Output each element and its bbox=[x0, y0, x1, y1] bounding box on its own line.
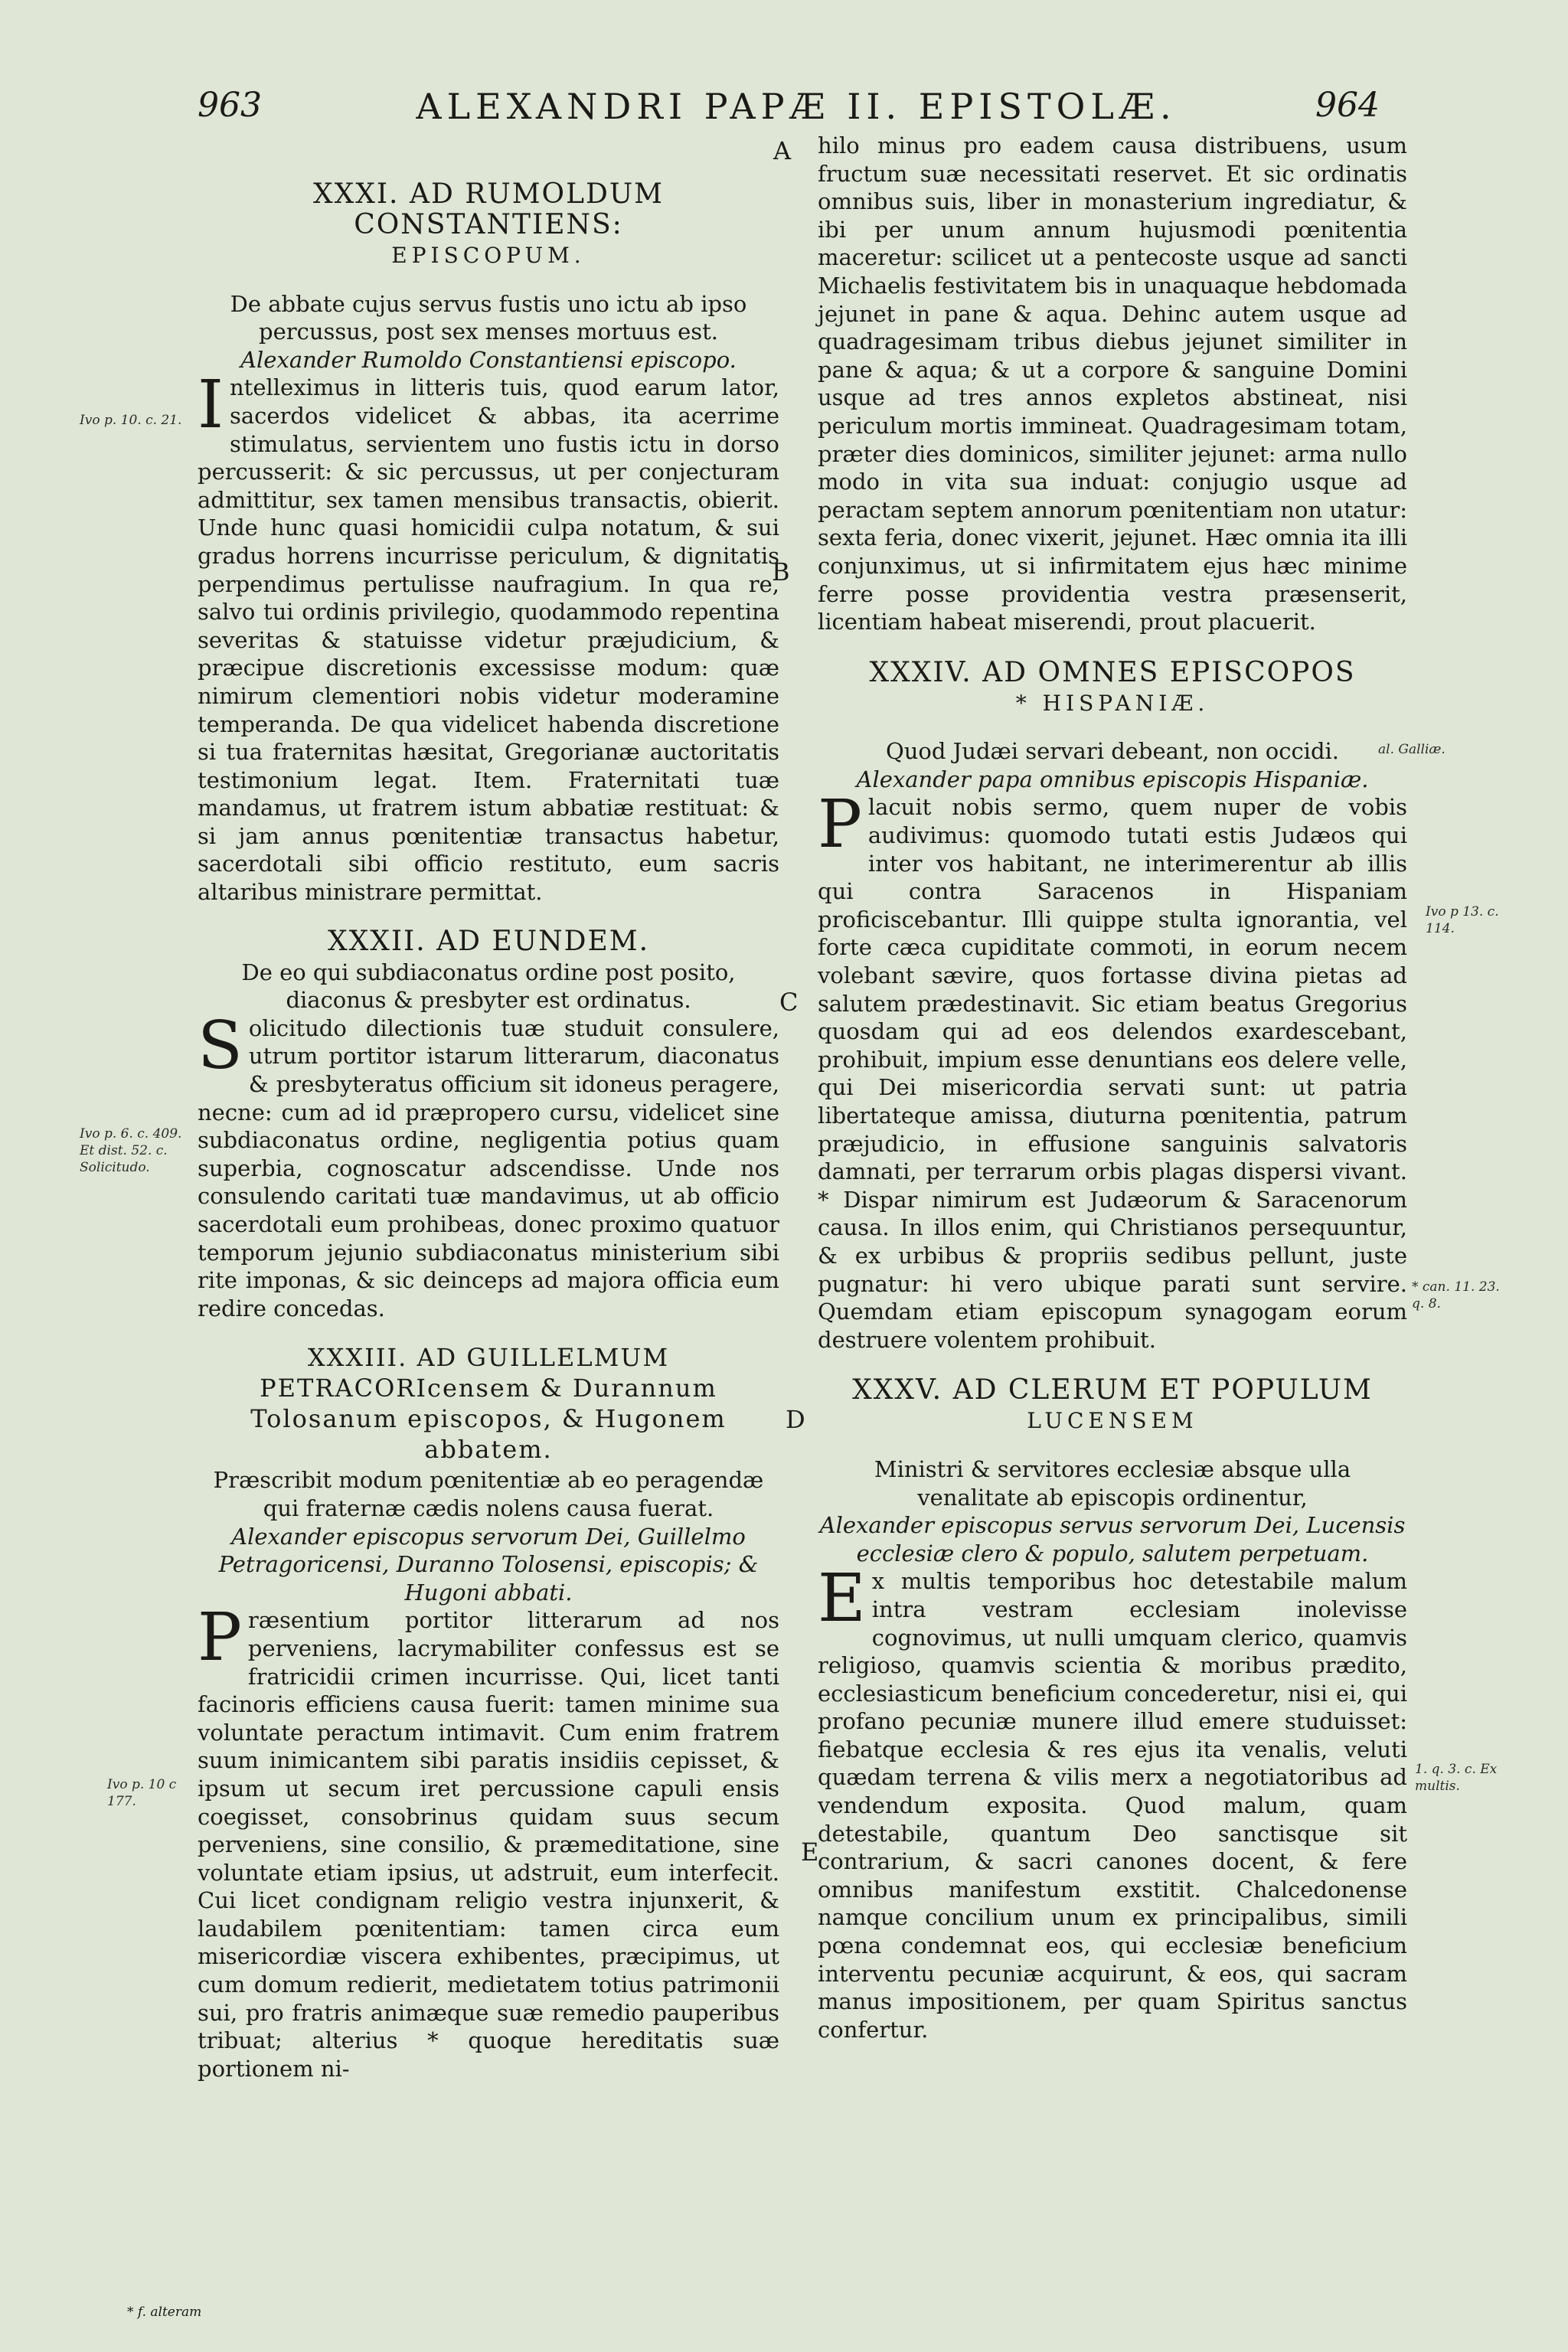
margin-note-left-1: Ivo p. 10. c. 21. bbox=[80, 413, 182, 428]
letter-31-heading: XXXI. AD RUMOLDUM CONSTANTIENS: bbox=[312, 178, 665, 240]
letter-32-heading: XXXII. AD EUNDEM. bbox=[327, 925, 650, 957]
left-column bbox=[198, 132, 779, 2087]
letter-33-heading: XXXIII. AD GUILLELMUM PETRACORIcensem & Durannum Tolosanum episcopos, & Hugonem abbatem. bbox=[250, 1343, 727, 1465]
running-head bbox=[0, 86, 1568, 132]
letter-31-summary: De abbate cujus servus fustis uno ictu ab ipso percussus, post sex menses mortuus est. bbox=[230, 290, 747, 345]
page-number-right: 964 bbox=[1315, 86, 1380, 125]
letter-35-subheading: LUCENSEM bbox=[1027, 1408, 1198, 1434]
margin-note-left-2: Ivo p. 6. c. 409. Et dist. 52. c. Solicitudo. bbox=[80, 1126, 182, 1175]
margin-note-right-1: Ivo p 13. c. 114. bbox=[1426, 904, 1499, 936]
letter-32-summary: De eo qui subdiaconatus ordine post posito, diaconus & presbyter est ordinatus. bbox=[241, 959, 736, 1014]
letter-33-body: Præsentium portitor litterarum ad nos perveniens, lacrymabiliter confessus est se fratricidii crimen incurrisse. Qui, licet tanti facinoris efficiens causa fuerit: tamen minime sua voluntate peractum intimavit. Cum enim fratrem suum inimicantem sibi paratis insidiis cepisset, & ipsum ut secum iret percussione capuli ensis coegisset, consobrinus quidam suus secum perveniens, sine consilio, & præmeditatione, sine voluntate etiam ipsius, ut adstruit, eum interfecit. Cui licet condignam religio vestra injunxerit, & laudabilem pœnitentiam: tamen circa eum misericordiæ viscera exhibentes, præcipimus, ut cum domum redierit, medietatem totius patrimonii sui, pro fratris animæque suæ remedio pauperibus tribuat; alterius * quoque hereditatis suæ portionem ni- bbox=[198, 1599, 779, 2082]
running-title: ALEXANDRI PAPÆ II. EPISTOLÆ. bbox=[416, 86, 1177, 127]
letter-33-continuation: hilo minus pro eadem causa distribuens, usum fructum suæ necessitati reservet. Et sic ordinatis omnibus suis, liber in monasterium ingrediatur, & ibi per unum annum hujusmodi pœnitentia maceretur: scilicet ut a pentecoste usque ad sancti Michaelis festivitatem bis in unaquaque hebdomada jejunet in pane & aqua. Dehinc autem usque ad quadragesimam tribus diebus jejunet similiter in pane & aqua; & ut a corpore & sanguine Domini usque ad tres annos expletos abstineat, nisi periculum mortis immineat. Quadragesimam totam, præter dies dominicos, similiter jejunet: arma nullo modo in vita sua induat: conjugio usque ad peractam septem annorum pœnitentiam non utatur: sexta feria, donec vixerit, jejunet. Hæc omnia ita illi conjunximus, ut si infirmitatem ejus hæc minime ferre posse providentia vestra præsenserit, licentiam habeat miserendi, prout placuerit. bbox=[818, 132, 1407, 635]
page-number-left: 963 bbox=[198, 86, 262, 125]
letter-35-heading: XXXV. AD CLERUM ET POPULUM bbox=[852, 1374, 1373, 1406]
section-letter-d: D bbox=[786, 1405, 805, 1434]
margin-note-right-4: 1. q. 3. c. Ex multis. bbox=[1415, 1762, 1498, 1794]
letter-34-subheading: * HISPANIÆ. bbox=[1015, 690, 1210, 716]
letter-33-salutation: Alexander episcopus servorum Dei, Guillelmo Petragoricensi, Duranno Tolosensi, episcopis; & Hugoni abbati. bbox=[218, 1523, 759, 1606]
letter-31-subheading: EPISCOPUM. bbox=[391, 243, 586, 268]
letter-34-body: Placuit nobis sermo, quem nuper de vobis audivimus: quomodo tutati estis Judæos qui inter vos habitant, ne interimerentur ab illis qui contra Saracenos in Hispaniam proficiscebantur. Illi quippe stulta ignorantia, vel forte cæca cupiditate commoti, in eorum necem volebant sævire, quos fortasse divina pietas ad salutem prædestinavit. Sic etiam beatus Gregorius quosdam qui ad eos delendos exardescebant, prohibuit, impium esse denuntians eos delere velle, qui Dei misericordia servati sunt: ut patria libertateque amissa, diuturna pœnitentia, patrum præjudicio, in effusione sanguinis salvatoris damnati, per terrarum orbis plagas dispersi vivant. * Dispar nimirum est Judæorum & Saracenorum causa. In illos enim, qui Christianos persequuntur, & ex urbibus & propriis sedibus pellunt, juste pugnatur: hi vero ubique parati sunt servire. Quemdam etiam episcopum synagogam eorum destruere volentem prohibuit. bbox=[818, 786, 1407, 1353]
letter-34-salutation: Alexander papa omnibus episcopis Hispaniæ. bbox=[856, 766, 1369, 792]
section-letter-c: C bbox=[779, 988, 799, 1017]
letter-34-heading: XXXIV. AD OMNES EPISCOPOS bbox=[869, 656, 1356, 688]
letter-31-salutation: Alexander Rumoldo Constantiensi episcopo. bbox=[240, 346, 737, 373]
margin-note-right-3: * can. 11. 23. q. 8. bbox=[1412, 1279, 1500, 1312]
letter-32-body: Solicitudo dilectionis tuæ studuit consulere, utrum portitor istarum litterarum, diaconatus & presbyteratus officium sit idoneus peragere, necne: cum ad id præpropero cursu, videlicet sine subdiaconatus ordine, negligentia potius quam superbia, cognoscatur adscendisse. Unde nos consulendo caritati tuæ mandavimus, ut ab officio sacerdotali eum prohibeas, donec proximo quatuor temporum jejunio subdiaconatus ministerium sibi rite imponas, & sic deinceps ad majora officia eum redire concedas. bbox=[198, 1007, 779, 1321]
letter-35-body: Ex multis temporibus hoc detestabile malum intra vestram ecclesiam inolevisse cognovimus, ut nulli umquam clerico, quamvis religioso, quamvis scientia & moribus prædito, ecclesiasticum beneficium concederetur, nisi ei, qui profano pecuniæ munere illud emere studuisset: fiebatque ecclesia & res ejus ita venalis, veluti quædam terrena & vilis merx a negotiatoribus ad vendendum exposita. Quod malum, quam detestabile, quantum Deo sanctisque sit contrarium, & sacri canones docent, & fere omnibus manifestum exstitit. Chalcedonense namque concilium unum ex principalibus, simili pœna condemnat eos, qui ecclesiæ beneficium interventu pecuniæ acquirunt, & eos, qui sacram manus impositionem, per quam Spiritus sanctus confertur. bbox=[818, 1560, 1407, 2043]
letter-31-body: Intelleximus in litteris tuis, quod earum lator, sacerdos videlicet & abbas, ita acerrime stimulatus, servientem uno fustis ictu in dorso percusserit: & sic percussus, ut per conjecturam admittitur, sex tamen mensibus transactis, obierit. Unde hunc quasi homicidii culpa notatum, & sui gradus horrens incurrisse periculum, & dignitatis perpendimus pertulisse naufragium. In qua re, salvo tui ordinis privilegio, quodammodo repentina severitas & statuisse videtur præjudicium, & præcipue discretionis excessisse modum: quæ nimirum clementiori nobis videtur moderamine temperanda. De qua videlicet habenda discretione si tua fraternitas hæsitat, Gregorianæ auctoritatis testimonium legat. Item. Fraternitati tuæ mandamus, ut fratrem istum abbatiæ restituat: & si jam annus pœnitentiæ transactus habetur, sacerdotali sibi officio restituto, eum sacris altaribus ministrare permittat. bbox=[198, 367, 779, 906]
right-column bbox=[818, 132, 1407, 2048]
section-letter-e: E bbox=[801, 1838, 819, 1867]
margin-note-left-3: Ivo p. 10 c 177. bbox=[107, 1777, 177, 1809]
letter-33-summary: Præscribit modum pœnitentiæ ab eo peragendæ qui fraternæ cædis nolens causa fuerat. bbox=[213, 1467, 764, 1521]
letter-35-salutation: Alexander episcopus servus servorum Dei, Lucensis ecclesiæ clero & populo, salutem perpetuam. bbox=[819, 1512, 1406, 1566]
letter-34-summary: Quod Judæi servari debeant, non occidi. bbox=[885, 738, 1340, 765]
section-letter-b: B bbox=[772, 557, 790, 586]
letter-35-summary: Ministri & servitores ecclesiæ absque ulla venalitate ab episcopis ordinentur, bbox=[874, 1455, 1351, 1511]
footnote: * f. alteram bbox=[127, 2305, 202, 2320]
margin-note-right-2: al. Galliæ. bbox=[1378, 742, 1446, 757]
section-letter-a: A bbox=[773, 136, 792, 165]
